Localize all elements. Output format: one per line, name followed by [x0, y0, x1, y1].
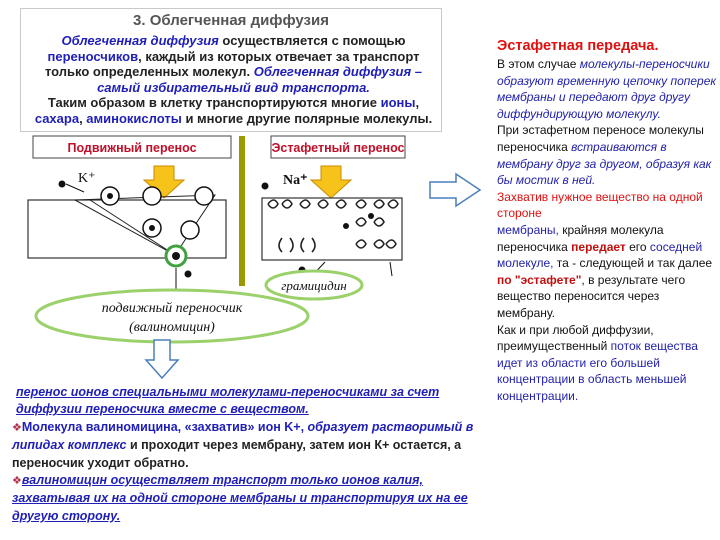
- bottom-line-3: валиномицин осуществляет транспорт только ионов калия, захватывая их на одной стороне мембраны и транспортируя их на ее другую сторону.: [12, 473, 468, 523]
- right-arrow: [430, 174, 480, 206]
- term-facilitated-diffusion: Облегченная диффузия: [61, 33, 219, 48]
- relay-explanation: Эстафетная передача. В этом случае молекулы-переносчики образуют временную цепочку поперек мембраны и передают друг другу диффундирующую молекулу. При эстафетном переносе молекулы переносчика встраиваются в мембрану друг за другом, образуя как бы мостик в ней. Захватив нужное вещество на одной стороне мембраны, крайняя молекула переносчика передает его соседней молекуле, та - следующей и так далее по "эстафете", в результате чего вещество переносится через мембрану. Как и при любой диффузии, преимущественный поток вещества идет из области его большей концентрации в область меньшей концентрации.: [497, 38, 717, 403]
- carrier-circle: [195, 187, 213, 205]
- divider: [239, 136, 245, 286]
- down-arrow-right: [311, 166, 351, 198]
- carrier-circle: [181, 221, 199, 239]
- relay-heading: Эстафетная передача.: [497, 38, 659, 54]
- bullet-icon: ❖: [12, 475, 22, 488]
- gramicidin-label: грамицидин: [281, 278, 347, 293]
- ion-na-label: Na⁺: [283, 173, 308, 188]
- relay-carriers: [268, 200, 398, 252]
- term-carriers: переносчиков: [47, 48, 139, 64]
- carrier-label-2: (валиномицин): [129, 320, 215, 335]
- down-arrow-blue: [146, 340, 178, 378]
- transport-diagram: [0, 0, 500, 380]
- intro-text: Облегченная диффузия осуществляется с помощью переносчиков, каждый из которых отвечает за транспорт только определенных молекул. Облегченная диффузия – самый избирательный вид транспорта. Таким образом в клетку транспортируются многие ионы, сахара, аминокислоты и многие другие полярные молекулы.: [34, 33, 433, 126]
- bullet-icon: ❖: [12, 421, 22, 434]
- bottom-text: перенос ионов специальными молекулами-переносчиками за счет диффузии переносчика вместе с веществом. ❖Молекула валиномицина, «захватив» ион K+, образует растворимый в липидах комплекс и проходит через мембрану, затем ион К+ остается, а переносчик уходит обратно. ❖валиномицин осуществляет транспорт только ионов калия, захватывая их на одной стороне мембраны и транспортируя их на ее другую сторону.: [12, 385, 474, 523]
- mobile-transport-label: Подвижный перенос: [67, 141, 197, 155]
- section-title: 3. Облегченная диффузия: [133, 12, 329, 29]
- carrier-circle: [143, 187, 161, 205]
- bottom-line-1: перенос ионов специальными молекулами-переносчиками за счет диффузии переносчика вместе с веществом.: [16, 385, 440, 417]
- relay-transport-label: Эстафетный перенос: [271, 141, 405, 155]
- ion-dot: [59, 181, 66, 188]
- carrier-label-1: подвижный переносчик: [101, 301, 243, 316]
- ion-k-label: K⁺: [78, 171, 96, 186]
